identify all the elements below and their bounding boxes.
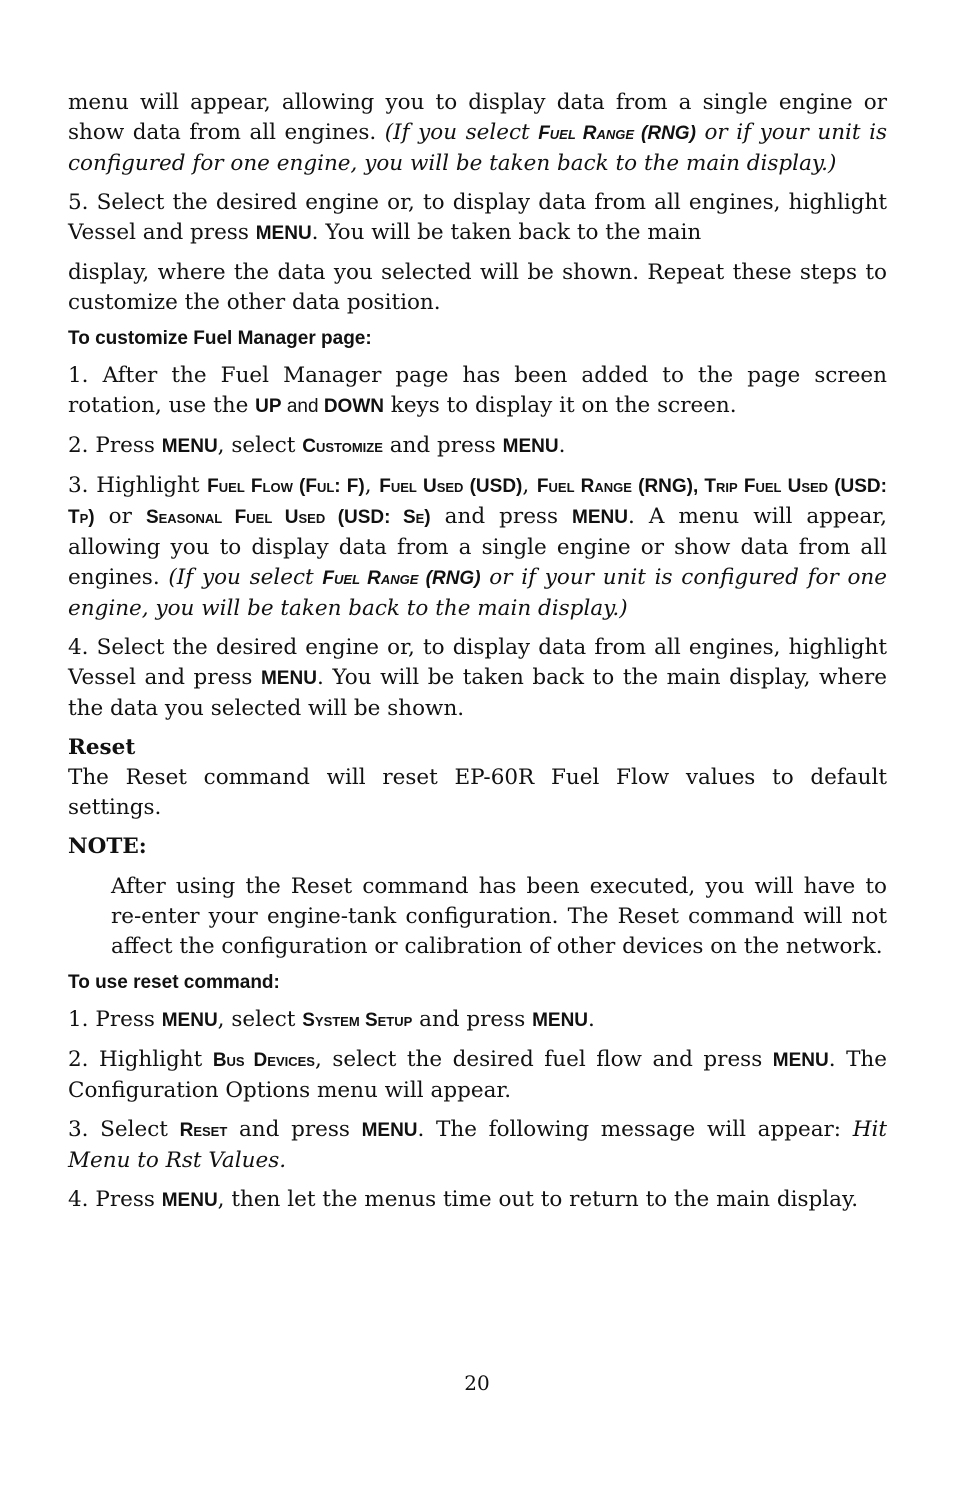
page-number: 20 [464, 1371, 490, 1395]
note-body: After using the Reset command has been executed, you will have to re-enter your engine-tank configuration. The Reset command will not affect the configuration or calibration of other devices on the network. [111, 874, 887, 959]
menu-item-label: Bus Devices [212, 1050, 315, 1071]
customize-step-2: 2. Press MENU, select Customize and press MENU. [68, 433, 566, 458]
manual-page [68, 88, 887, 1225]
menu-item-label: Reset [179, 1120, 228, 1141]
key-label: MENU [572, 507, 628, 528]
step-5-continued: display, where the data you selected will be shown. Repeat these steps to customize the other data position. [68, 260, 887, 315]
reset-heading: Reset [68, 735, 136, 760]
section-heading-customize: To customize Fuel Manager page: [68, 328, 372, 349]
menu-item-label: System Setup [302, 1010, 413, 1031]
key-label: MENU [260, 668, 317, 689]
menu-item-label: Fuel Flow (Ful: F) [207, 476, 365, 497]
key-label: DOWN [323, 396, 384, 417]
key-label: MENU [532, 1010, 589, 1031]
reset-step-2: 2. Highlight Bus Devices, select the desired fuel flow and press MENU. The Configuration Options menu will appear. [68, 1047, 887, 1103]
menu-item-label: Fuel Range (RNG) [322, 568, 481, 589]
menu-item-label: Seasonal Fuel Used (USD: Se) [145, 507, 431, 528]
key-label: MENU [361, 1120, 418, 1141]
menu-item-label: Fuel Used (USD) [379, 476, 523, 497]
key-label: MENU [161, 1190, 218, 1211]
menu-item-label: Customize [302, 436, 383, 457]
key-label: MENU [161, 436, 218, 457]
reset-step-1: 1. Press MENU, select System Setup and press MENU. [68, 1007, 595, 1032]
key-label: MENU [502, 436, 559, 457]
customize-step-3: 3. Highlight Fuel Flow (Ful: F), Fuel Used (USD), Fuel Range (RNG), Trip Fuel Used (USD: Tp) or Seasonal Fuel Used (USD: Se) and press MENU. A menu will appear, allowing you to display data from a single engine or show data from all engines. (If you select Fuel Range (RNG) or if your unit is configured for one engine, you will be taken back to the main display.) [68, 473, 888, 621]
key-label: MENU [161, 1010, 218, 1031]
key-label: MENU [255, 223, 312, 244]
key-label: UP [255, 396, 282, 417]
customize-step-1: 1. After the Fuel Manager page has been added to the page screen rotation, use the UP and DOWN keys to display it on the screen. [68, 363, 887, 418]
menu-item-label: Fuel Range (RNG) [538, 123, 696, 144]
paragraph-intro: menu will appear, allowing you to display data from a single engine or show data from all engines. (If you select Fuel Range (RNG) or if your unit is configured for one engine, you will be taken back to the main display.) [68, 90, 887, 176]
key-label: MENU [772, 1050, 829, 1071]
customize-step-4: 4. Select the desired engine or, to display data from all engines, highlight Vessel and press MENU. You will be taken back to the main display, where the data you selected will be shown. [68, 635, 887, 721]
step-5: 5. Select the desired engine or, to display data from all engines, highlight Vessel and press MENU. You will be taken back to the main [68, 190, 887, 245]
reset-description: The Reset command will reset EP-60R Fuel Flow values to default settings. [68, 765, 887, 820]
reset-step-3: 3. Select Reset and press MENU. The following message will appear: Hit Menu to Rst Values. [68, 1117, 887, 1173]
menu-item-label: Fuel Range (RNG), Trip Fuel Used (USD: Tp) [68, 476, 887, 528]
note-heading: NOTE: [68, 834, 147, 859]
section-heading-reset-command: To use reset command: [68, 972, 280, 993]
reset-step-4: 4. Press MENU, then let the menus time out to return to the main display. [68, 1187, 859, 1212]
